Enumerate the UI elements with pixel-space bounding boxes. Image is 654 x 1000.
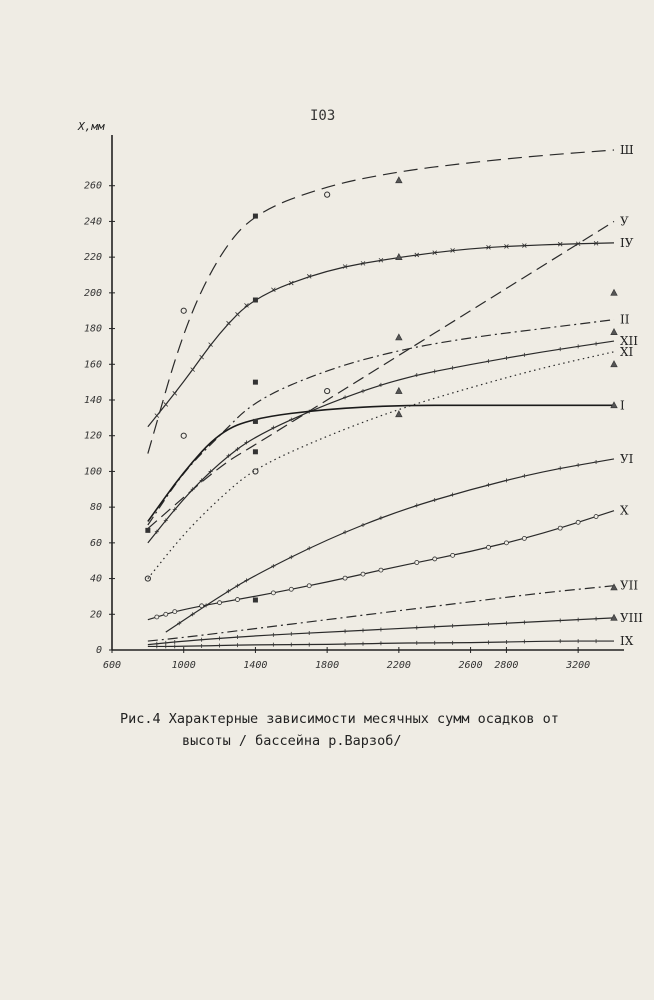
y-axis-ticks [84,181,115,656]
y-tick-label: 0 [95,645,102,656]
observed-point-square [253,380,258,385]
series-marker [307,643,311,647]
series-marker [522,640,526,644]
y-axis-label: X,мм [78,120,105,133]
series-marker [289,587,293,591]
series-marker [164,644,168,648]
series-line [148,150,614,454]
series-marker [415,626,419,630]
series-marker [594,639,598,643]
y-tick-label: 240 [83,216,102,228]
series-marker [594,617,598,621]
series-marker [433,557,437,561]
series-marker [415,561,419,565]
observed-point-circle [181,433,186,438]
observed-point-square [253,449,258,454]
series-marker [487,545,491,549]
series-name-label: IУ [620,235,634,250]
series-marker [594,342,598,346]
series-marker [379,516,383,520]
series-marker [218,636,222,640]
observed-point-triangle [611,289,617,295]
series-marker [522,353,526,357]
series-marker [164,402,168,406]
series-marker [594,515,598,519]
series-marker [451,553,455,557]
series-marker [522,620,526,624]
series-marker [236,312,240,316]
series-marker [594,460,598,464]
series-name-label: У [620,214,629,229]
y-tick-label: 180 [83,323,102,335]
series-marker [173,640,177,644]
observed-point-triangle [611,329,617,335]
observed-point-triangle [396,254,402,260]
series-marker [487,359,491,363]
series-line [148,243,614,427]
page-number: I03 [310,108,336,124]
x-tick-label: 2200 [386,660,411,671]
series-name-label: I [620,398,625,413]
series-marker [236,643,240,647]
y-tick-label: 200 [83,287,102,299]
series-marker [289,555,293,559]
series-line [166,459,614,632]
series-name-label: Ш [620,143,634,157]
series-marker [576,639,580,643]
series-marker [576,520,580,524]
observed-points [145,177,617,620]
series-marker [343,576,347,580]
x-tick-label: 2800 [494,660,519,671]
observed-point-triangle [611,361,617,367]
series-marker [504,541,508,545]
series-marker [487,640,491,644]
series-marker [433,625,437,629]
series-marker [487,483,491,487]
observed-point-square [253,214,258,219]
y-tick-label: 260 [83,180,102,192]
series-marker [487,622,491,626]
y-tick-label: 100 [83,466,102,478]
observed-point-square [253,298,258,303]
observed-point-square [253,598,258,603]
series-marker [289,632,293,636]
series-marker [173,644,177,648]
series-marker [379,641,383,645]
series-marker [307,584,311,588]
y-tick-label: 140 [83,395,102,406]
series-line [148,341,614,543]
series-marker [191,368,195,372]
observed-point-circle [325,192,330,197]
series-marker [200,604,204,608]
series-labels [620,143,643,648]
series-marker [164,641,168,645]
x-tick-label: 2600 [458,660,483,671]
x-tick-label: 1400 [243,660,268,671]
series-marker [271,591,275,595]
series-marker [415,373,419,377]
series-marker [504,621,508,625]
series-name-label: УII [620,578,639,593]
series-marker [361,628,365,632]
series-marker [576,618,580,622]
series-marker [504,640,508,644]
x-tick-label: 600 [102,660,122,671]
series-name-label: IX [620,634,634,649]
observed-point-triangle [396,388,402,394]
series-marker [433,498,437,502]
series-marker [379,627,383,631]
observed-point-circle [181,308,186,313]
series-name-label: УI [620,451,634,466]
figure-caption [120,708,640,752]
series-marker [558,526,562,530]
series-line [148,221,614,528]
observed-point-triangle [396,334,402,340]
series-marker [289,643,293,647]
series-marker [155,644,159,648]
series-marker [504,356,508,360]
series-marker [361,572,365,576]
series-marker [343,395,347,399]
observed-point-triangle [611,584,617,590]
observed-point-circle [325,388,330,393]
observed-point-triangle [611,614,617,620]
x-tick-label: 1000 [171,660,196,671]
series-marker [271,633,275,637]
y-tick-label: 120 [83,430,102,442]
series-marker [522,536,526,540]
y-tick-label: 40 [89,573,102,585]
series-marker [218,644,222,648]
series-name-label: II [620,312,630,327]
series-marker [173,610,177,614]
series-marker [558,347,562,351]
series-marker [451,366,455,370]
series-marker [227,321,231,325]
y-tick-label: 20 [89,609,102,621]
y-tick-label: 220 [83,252,102,264]
series-line [148,320,614,525]
series-marker [433,369,437,373]
caption-line-2: высоты / бассейна р.Варзоб/ [182,733,402,749]
series-marker [343,642,347,646]
series-line [148,586,614,641]
caption-line-1: Рис.4 Характерные зависимости месячных сумм осадков от [120,711,559,727]
series-marker [415,641,419,645]
series-marker [361,642,365,646]
series-marker [236,635,240,639]
observed-point-square [253,419,258,424]
series-name-label: XI [620,344,634,359]
series-marker [433,641,437,645]
series-marker [307,631,311,635]
series-marker [558,619,562,623]
y-tick-label: 160 [83,359,102,371]
observed-point-triangle [396,411,402,417]
series-marker [200,638,204,642]
series-marker [155,615,159,619]
series-marker [576,344,580,348]
series-marker [200,355,204,359]
series-marker [218,601,222,605]
series-marker [173,391,177,395]
series-marker [271,643,275,647]
series-marker [361,389,365,393]
series-marker [200,644,204,648]
series-marker [361,523,365,527]
series-marker [236,598,240,602]
y-tick-label: 60 [89,537,102,549]
series-marker [415,503,419,507]
x-tick-label: 1800 [315,660,340,671]
series-marker [558,639,562,643]
series-name-label: XII [620,334,639,349]
series-marker [343,629,347,633]
series-marker [451,493,455,497]
series-marker [504,478,508,482]
series-marker [379,568,383,572]
series-marker [451,624,455,628]
x-tick-label: 3200 [566,660,591,671]
series-line [148,405,614,521]
series-marker [451,641,455,645]
series-lines [148,150,614,648]
series-marker [576,463,580,467]
observed-point-square [145,528,150,533]
observed-point-triangle [396,177,402,183]
y-tick-label: 80 [89,502,102,514]
series-marker [155,414,159,418]
series-marker [522,474,526,478]
series-name-label: X [620,503,629,518]
series-marker [164,612,168,616]
series-marker [558,466,562,470]
series-name-label: УIII [620,610,643,625]
